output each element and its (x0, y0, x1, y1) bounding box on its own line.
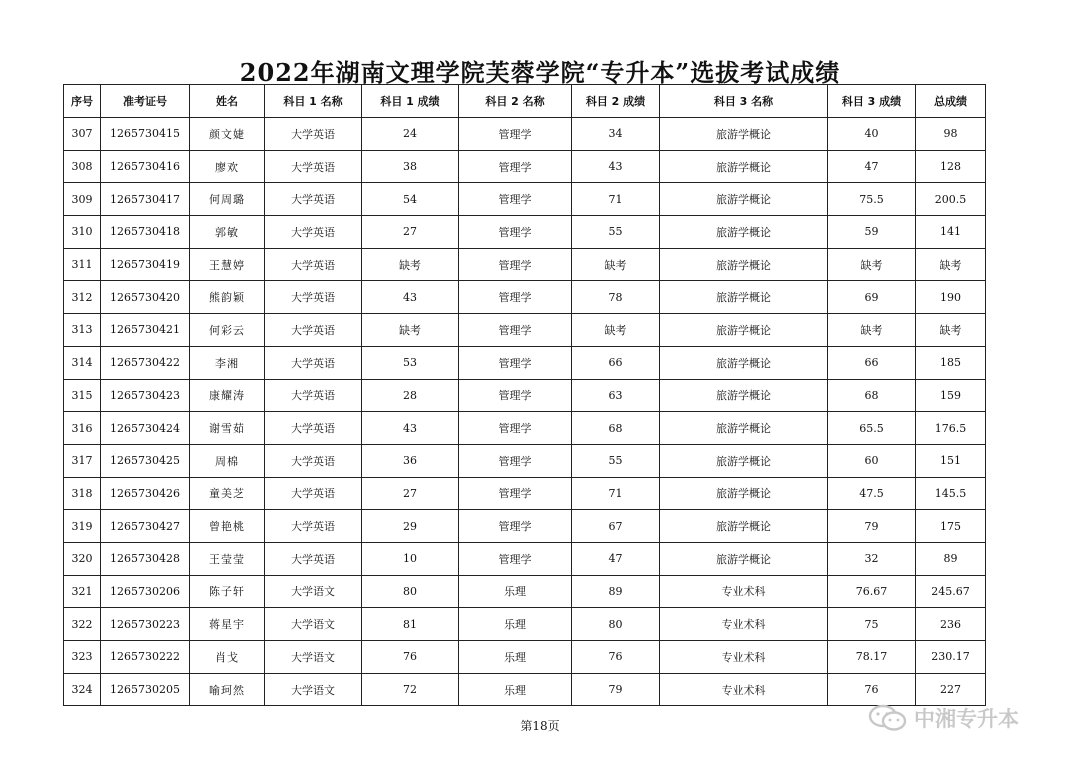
table-cell: 管理学 (459, 248, 572, 281)
table-cell: 大学英语 (265, 346, 362, 379)
table-cell: 何彩云 (190, 314, 265, 347)
table-cell: 专业术科 (660, 575, 828, 608)
table-cell: 78.17 (828, 641, 916, 674)
watermark-text: 中湘专升本 (914, 707, 1019, 731)
table-cell: 128 (916, 150, 986, 183)
table-cell: 大学语文 (265, 608, 362, 641)
table-cell: 66 (828, 346, 916, 379)
table-cell: 76 (362, 641, 459, 674)
table-cell: 151 (916, 444, 986, 477)
table-cell: 1265730418 (101, 216, 190, 249)
table-cell: 34 (572, 118, 660, 151)
table-row (64, 444, 986, 477)
table-cell: 1265730423 (101, 379, 190, 412)
table-cell: 38 (362, 150, 459, 183)
table-row (64, 379, 986, 412)
table-cell: 周棉 (190, 444, 265, 477)
table-row (64, 183, 986, 216)
header-cell: 姓名 (190, 85, 265, 118)
table-cell: 324 (64, 673, 101, 706)
header-cell: 科目 2 名称 (459, 85, 572, 118)
table-cell: 曾艳桃 (190, 510, 265, 543)
table-cell: 72 (362, 673, 459, 706)
table-row (64, 216, 986, 249)
table-cell: 1265730206 (101, 575, 190, 608)
table-cell: 管理学 (459, 379, 572, 412)
table-cell: 24 (362, 118, 459, 151)
table-cell: 315 (64, 379, 101, 412)
table-cell: 185 (916, 346, 986, 379)
table-cell: 76 (572, 641, 660, 674)
table-cell: 旅游学概论 (660, 216, 828, 249)
table-cell: 乐理 (459, 641, 572, 674)
table-cell: 大学英语 (265, 510, 362, 543)
table-cell: 大学语文 (265, 673, 362, 706)
table-cell: 1265730223 (101, 608, 190, 641)
table-cell: 76 (828, 673, 916, 706)
table-row (64, 477, 986, 510)
table-cell: 307 (64, 118, 101, 151)
table-cell: 63 (572, 379, 660, 412)
table-cell: 童美芝 (190, 477, 265, 510)
table-cell: 缺考 (916, 248, 986, 281)
table-cell: 管理学 (459, 216, 572, 249)
table-cell: 大学英语 (265, 444, 362, 477)
table-cell: 喻珂然 (190, 673, 265, 706)
table-cell: 68 (828, 379, 916, 412)
table-cell: 旅游学概论 (660, 150, 828, 183)
table-cell: 1265730205 (101, 673, 190, 706)
table-cell: 管理学 (459, 510, 572, 543)
table-header-row (64, 85, 986, 118)
table-cell: 159 (916, 379, 986, 412)
table-cell: 旅游学概论 (660, 542, 828, 575)
table-cell: 53 (362, 346, 459, 379)
table-cell: 乐理 (459, 575, 572, 608)
table-cell: 71 (572, 183, 660, 216)
table-cell: 245.67 (916, 575, 986, 608)
table-cell: 27 (362, 216, 459, 249)
table-cell: 1265730222 (101, 641, 190, 674)
table-cell: 大学英语 (265, 412, 362, 445)
header-cell: 总成绩 (916, 85, 986, 118)
table-cell: 59 (828, 216, 916, 249)
table-cell: 李湘 (190, 346, 265, 379)
table-cell: 1265730427 (101, 510, 190, 543)
table-cell: 1265730428 (101, 542, 190, 575)
table-cell: 1265730415 (101, 118, 190, 151)
table-cell: 管理学 (459, 412, 572, 445)
table-cell: 236 (916, 608, 986, 641)
table-cell: 旅游学概论 (660, 346, 828, 379)
table-cell: 27 (362, 477, 459, 510)
table-cell: 旅游学概论 (660, 379, 828, 412)
table-cell: 68 (572, 412, 660, 445)
header-cell: 科目 3 名称 (660, 85, 828, 118)
header-cell: 准考证号 (101, 85, 190, 118)
header-cell: 科目 1 名称 (265, 85, 362, 118)
table-cell: 廖欢 (190, 150, 265, 183)
table-cell: 王慧婷 (190, 248, 265, 281)
header-cell: 序号 (64, 85, 101, 118)
table-row (64, 281, 986, 314)
table-cell: 319 (64, 510, 101, 543)
table-cell: 176.5 (916, 412, 986, 445)
table-body (64, 118, 986, 706)
table-cell: 缺考 (572, 248, 660, 281)
table-cell: 1265730424 (101, 412, 190, 445)
table-cell: 316 (64, 412, 101, 445)
table-cell: 36 (362, 444, 459, 477)
table-cell: 缺考 (362, 248, 459, 281)
table-cell: 王莹莹 (190, 542, 265, 575)
table-cell: 乐理 (459, 608, 572, 641)
table-row (64, 575, 986, 608)
table-cell: 10 (362, 542, 459, 575)
table-cell: 缺考 (572, 314, 660, 347)
table-cell: 旅游学概论 (660, 118, 828, 151)
table-row (64, 542, 986, 575)
table-cell: 47 (572, 542, 660, 575)
table-cell: 322 (64, 608, 101, 641)
table-cell: 309 (64, 183, 101, 216)
table-cell: 43 (362, 412, 459, 445)
table-cell: 28 (362, 379, 459, 412)
table-cell: 60 (828, 444, 916, 477)
table-cell: 313 (64, 314, 101, 347)
table-cell: 旅游学概论 (660, 314, 828, 347)
table-cell: 陈子轩 (190, 575, 265, 608)
table-cell: 肖戈 (190, 641, 265, 674)
table-row (64, 118, 986, 151)
table-cell: 大学英语 (265, 379, 362, 412)
table-cell: 1265730419 (101, 248, 190, 281)
table-cell: 1265730417 (101, 183, 190, 216)
table-cell: 311 (64, 248, 101, 281)
table-cell: 310 (64, 216, 101, 249)
table-cell: 管理学 (459, 150, 572, 183)
table-cell: 318 (64, 477, 101, 510)
header-cell: 科目 1 成绩 (362, 85, 459, 118)
table-cell: 79 (828, 510, 916, 543)
table-row (64, 641, 986, 674)
table-cell: 谢雪茹 (190, 412, 265, 445)
table-cell: 旅游学概论 (660, 510, 828, 543)
table-cell: 78 (572, 281, 660, 314)
table-cell: 大学英语 (265, 314, 362, 347)
table-cell: 190 (916, 281, 986, 314)
table-cell: 98 (916, 118, 986, 151)
table-cell: 管理学 (459, 183, 572, 216)
table-cell: 管理学 (459, 281, 572, 314)
table-cell: 40 (828, 118, 916, 151)
table-cell: 89 (572, 575, 660, 608)
table-cell: 缺考 (362, 314, 459, 347)
table-cell: 大学语文 (265, 575, 362, 608)
table-cell: 管理学 (459, 542, 572, 575)
table-cell: 314 (64, 346, 101, 379)
table-cell: 旅游学概论 (660, 183, 828, 216)
table-cell: 312 (64, 281, 101, 314)
table-cell: 81 (362, 608, 459, 641)
table-cell: 大学语文 (265, 641, 362, 674)
table-cell: 大学英语 (265, 150, 362, 183)
table-cell: 80 (572, 608, 660, 641)
table-cell: 1265730420 (101, 281, 190, 314)
score-table (63, 84, 986, 706)
table-cell: 43 (572, 150, 660, 183)
page-number: 第18页 (520, 719, 560, 733)
table-cell: 75 (828, 608, 916, 641)
table-cell: 55 (572, 216, 660, 249)
table-row (64, 314, 986, 347)
header-cell: 科目 3 成绩 (828, 85, 916, 118)
table-cell: 郭敏 (190, 216, 265, 249)
table-cell: 65.5 (828, 412, 916, 445)
page-title: 2022年湖南文理学院芙蓉学院“专升本”选拔考试成绩 (239, 58, 841, 87)
table-cell: 89 (916, 542, 986, 575)
table-cell: 317 (64, 444, 101, 477)
table-cell: 缺考 (828, 248, 916, 281)
table-cell: 320 (64, 542, 101, 575)
table-cell: 康耀涛 (190, 379, 265, 412)
table-cell: 管理学 (459, 314, 572, 347)
table-cell: 79 (572, 673, 660, 706)
table-cell: 1265730416 (101, 150, 190, 183)
table-cell: 大学英语 (265, 216, 362, 249)
table-row (64, 248, 986, 281)
watermark (868, 703, 1019, 733)
table-cell: 熊韵颖 (190, 281, 265, 314)
table-cell: 旅游学概论 (660, 412, 828, 445)
table-cell: 227 (916, 673, 986, 706)
table-cell: 1265730421 (101, 314, 190, 347)
table-row (64, 608, 986, 641)
table-cell: 大学英语 (265, 118, 362, 151)
table-cell: 47 (828, 150, 916, 183)
table-cell: 颜文婕 (190, 118, 265, 151)
table-cell: 管理学 (459, 118, 572, 151)
table-cell: 55 (572, 444, 660, 477)
table-cell: 专业术科 (660, 608, 828, 641)
table-cell: 66 (572, 346, 660, 379)
table-cell: 32 (828, 542, 916, 575)
table-cell: 旅游学概论 (660, 477, 828, 510)
table-row (64, 150, 986, 183)
table-cell: 75.5 (828, 183, 916, 216)
table-cell: 大学英语 (265, 248, 362, 281)
table-cell: 47.5 (828, 477, 916, 510)
table-cell: 80 (362, 575, 459, 608)
table-row (64, 673, 986, 706)
table-cell: 54 (362, 183, 459, 216)
table-cell: 321 (64, 575, 101, 608)
table-cell: 230.17 (916, 641, 986, 674)
table-cell: 旅游学概论 (660, 281, 828, 314)
table-cell: 43 (362, 281, 459, 314)
table-cell: 蒋星宇 (190, 608, 265, 641)
table-cell: 管理学 (459, 444, 572, 477)
table-cell: 141 (916, 216, 986, 249)
wechat-icon (868, 704, 908, 732)
table-cell: 1265730422 (101, 346, 190, 379)
table-cell: 323 (64, 641, 101, 674)
table-cell: 145.5 (916, 477, 986, 510)
table-cell: 175 (916, 510, 986, 543)
table-cell: 69 (828, 281, 916, 314)
table-cell: 67 (572, 510, 660, 543)
table-cell: 旅游学概论 (660, 248, 828, 281)
table-cell: 29 (362, 510, 459, 543)
table-cell: 专业术科 (660, 641, 828, 674)
table-cell: 1265730426 (101, 477, 190, 510)
table-cell: 缺考 (916, 314, 986, 347)
table-row (64, 346, 986, 379)
table-cell: 大学英语 (265, 281, 362, 314)
table-cell: 乐理 (459, 673, 572, 706)
table-cell: 大学英语 (265, 477, 362, 510)
table-cell: 缺考 (828, 314, 916, 347)
table-cell: 大学英语 (265, 542, 362, 575)
table-cell: 71 (572, 477, 660, 510)
header-cell: 科目 2 成绩 (572, 85, 660, 118)
table-cell: 管理学 (459, 346, 572, 379)
table-cell: 1265730425 (101, 444, 190, 477)
table-row (64, 510, 986, 543)
table-cell: 308 (64, 150, 101, 183)
table-cell: 专业术科 (660, 673, 828, 706)
table-cell: 200.5 (916, 183, 986, 216)
table-row (64, 412, 986, 445)
table-cell: 旅游学概论 (660, 444, 828, 477)
table-cell: 76.67 (828, 575, 916, 608)
table-cell: 何周璐 (190, 183, 265, 216)
table-cell: 大学英语 (265, 183, 362, 216)
table-cell: 管理学 (459, 477, 572, 510)
